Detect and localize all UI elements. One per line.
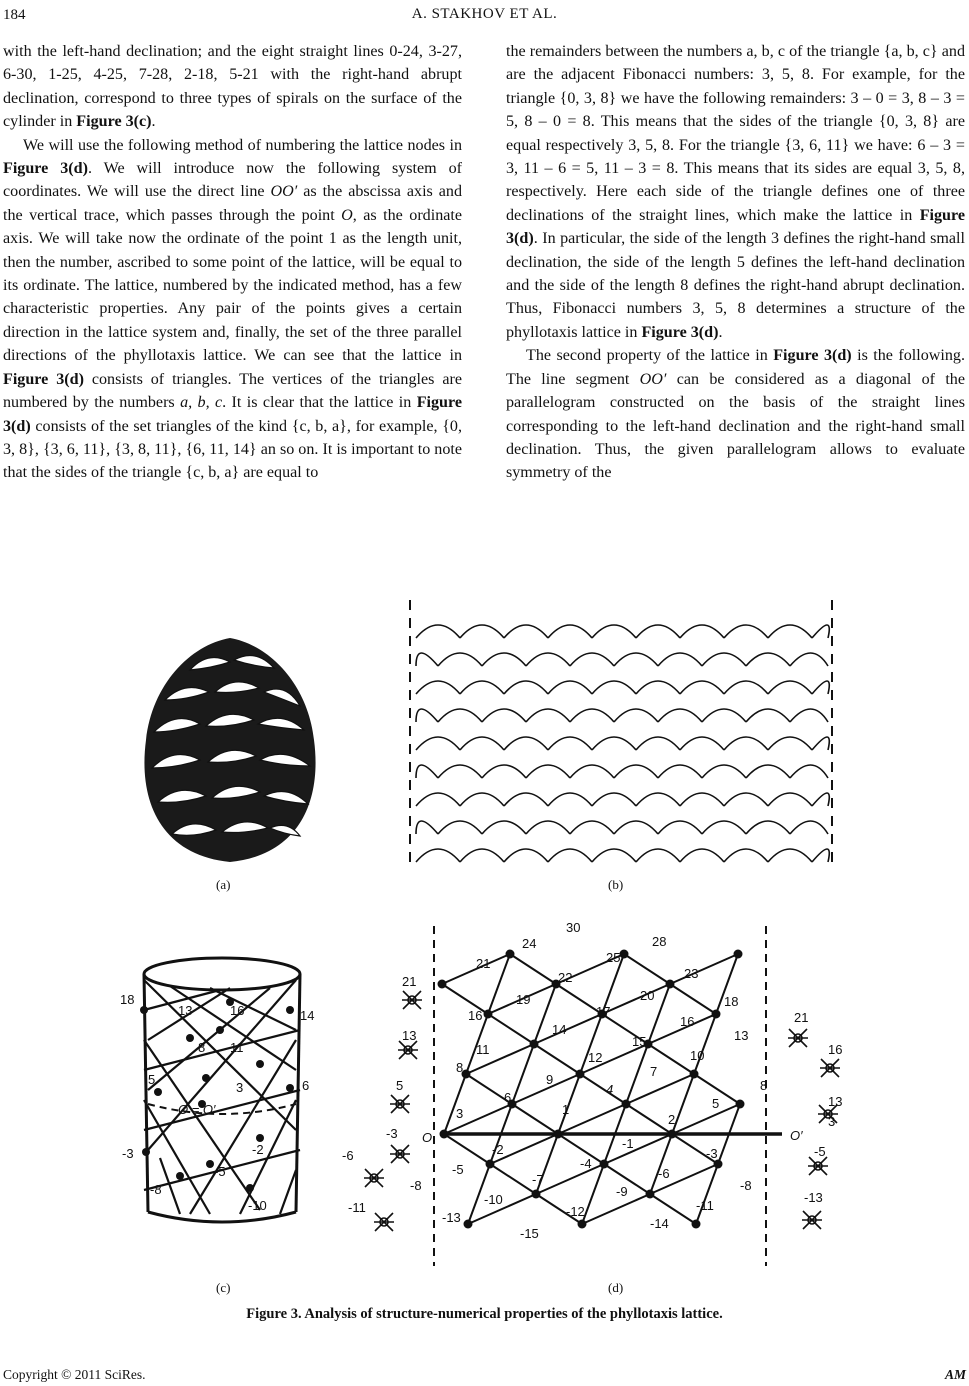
paragraph: with the left-hand declination; and the eight straight lines 0-24, 3-27, 6-30, 1-25, 4-25, 7-28, 2-18, 5-21 with the right-hand abrupt declination, correspond to three types of spirals on the surface of the cylinder in Figure 3(c). bbox=[3, 43, 462, 131]
svg-text:-13: -13 bbox=[804, 1190, 823, 1205]
svg-text:-10: -10 bbox=[484, 1192, 503, 1207]
figure-reference[interactable]: Figure 3(d) bbox=[3, 394, 462, 435]
svg-text:-1: -1 bbox=[622, 1136, 634, 1151]
svg-text:3: 3 bbox=[828, 1114, 836, 1129]
svg-text:-3: -3 bbox=[706, 1146, 718, 1161]
svg-text:16: 16 bbox=[230, 1003, 245, 1018]
figure-a-pine-cone bbox=[130, 630, 330, 870]
paragraph: We will use the following method of numbering the lattice nodes in Figure 3(d). We will introduce now the following system of coordinates. We will use the direct line OO′ as the abscissa axis and the vertical trace, which passes through the point O, as the ordinate axis. We will take now the ordinate of the point 1 as the length unit, then the number, ascribed to some point of the lattice, will be equal to its ordinate. The lattice, numbered by the indicated method, has a few characteristic properties. Any pair of the points gives a certain direction in the lattice system and, finally, the set of the three parallel directions of the phyllotaxis lattice. We can see that the lattice in Figure 3(d) consists of triangles. The vertices of the triangles are numbered by the numbers a, b, c. It is clear that the lattice in Figure 3(d) consists of the set triangles of the kind {c, b, a}, for example, {0, 3, 8}, {3, 6, 11}, {3, 8, 11}, {6, 11, 14} an so on. It is important to note that the sides of the triangle {c, b, a} are equal to bbox=[3, 136, 463, 482]
subfigure-label: (b) bbox=[608, 877, 624, 892]
left-column bbox=[3, 40, 462, 485]
cylinder-diagram bbox=[110, 920, 330, 1230]
figure-caption: Figure 3. Analysis of structure-numerical properties of the phyllotaxis lattice. bbox=[246, 1306, 723, 1322]
math-oo: OO′ bbox=[639, 370, 667, 388]
figure-reference[interactable]: Figure 3(d) bbox=[641, 323, 719, 341]
svg-text:-6: -6 bbox=[658, 1166, 670, 1181]
svg-text:30: 30 bbox=[566, 920, 581, 935]
svg-text:-11: -11 bbox=[696, 1198, 714, 1213]
svg-text:-15: -15 bbox=[520, 1226, 539, 1241]
figure-reference[interactable]: Figure 3(d) bbox=[3, 370, 84, 388]
svg-text:3: 3 bbox=[236, 1080, 244, 1095]
svg-text:9: 9 bbox=[546, 1072, 554, 1087]
svg-text:2: 2 bbox=[668, 1112, 676, 1127]
svg-text:21: 21 bbox=[794, 1010, 809, 1025]
svg-text:12: 12 bbox=[588, 1050, 603, 1065]
svg-text:15: 15 bbox=[632, 1034, 647, 1049]
svg-text:-9: -9 bbox=[616, 1184, 628, 1199]
svg-text:-8: -8 bbox=[150, 1182, 162, 1197]
svg-text:8: 8 bbox=[198, 1040, 206, 1055]
svg-text:O = O′: O = O′ bbox=[178, 1102, 216, 1117]
svg-text:16: 16 bbox=[828, 1042, 843, 1057]
svg-text:-5: -5 bbox=[214, 1164, 226, 1179]
svg-text:13: 13 bbox=[178, 1003, 193, 1018]
svg-text:10: 10 bbox=[690, 1048, 705, 1063]
svg-text:16: 16 bbox=[468, 1008, 483, 1023]
svg-text:5: 5 bbox=[712, 1096, 720, 1111]
svg-text:-7: -7 bbox=[532, 1172, 544, 1187]
subfigure-label: (c) bbox=[216, 1280, 231, 1295]
svg-text:14: 14 bbox=[552, 1022, 567, 1037]
svg-text:-3: -3 bbox=[122, 1146, 134, 1161]
svg-text:13: 13 bbox=[828, 1094, 843, 1109]
svg-text:-10: -10 bbox=[248, 1198, 267, 1213]
svg-text:23: 23 bbox=[684, 966, 699, 981]
svg-text:6: 6 bbox=[302, 1078, 310, 1093]
svg-text:19: 19 bbox=[516, 992, 531, 1007]
svg-text:-4: -4 bbox=[580, 1156, 592, 1171]
svg-text:21: 21 bbox=[476, 956, 491, 971]
svg-text:-14: -14 bbox=[650, 1216, 669, 1231]
svg-text:-8: -8 bbox=[410, 1178, 422, 1193]
subfigure-label: (d) bbox=[608, 1280, 624, 1295]
figure-b-scale-pattern bbox=[400, 596, 840, 866]
svg-text:25: 25 bbox=[606, 950, 621, 965]
svg-text:-6: -6 bbox=[342, 1148, 354, 1163]
figure-reference[interactable]: Figure 3(c) bbox=[76, 113, 152, 131]
running-head: A. STAKHOV ET AL. bbox=[411, 6, 558, 22]
figure-reference[interactable]: Figure 3(d) bbox=[3, 160, 88, 178]
scale-pattern-illustration bbox=[400, 596, 840, 866]
figure-c-cylinder bbox=[110, 920, 330, 1230]
svg-text:-5: -5 bbox=[452, 1162, 464, 1177]
svg-text:5: 5 bbox=[396, 1078, 404, 1093]
svg-text:-2: -2 bbox=[252, 1142, 264, 1157]
svg-text:22: 22 bbox=[558, 970, 573, 985]
svg-text:21: 21 bbox=[402, 974, 417, 989]
svg-text:O: O bbox=[422, 1130, 433, 1145]
svg-text:13: 13 bbox=[402, 1028, 417, 1043]
figure-reference[interactable]: Figure 3(d) bbox=[506, 206, 965, 248]
figure-reference[interactable]: Figure 3(d) bbox=[773, 347, 852, 365]
page-number: 184 bbox=[3, 7, 26, 23]
svg-text:-13: -13 bbox=[442, 1210, 461, 1225]
math-o: O bbox=[341, 206, 353, 224]
svg-text:8: 8 bbox=[760, 1078, 768, 1093]
svg-text:20: 20 bbox=[640, 988, 655, 1003]
svg-text:-2: -2 bbox=[492, 1142, 504, 1157]
svg-text:1: 1 bbox=[562, 1102, 570, 1117]
page-header bbox=[0, 0, 969, 30]
svg-text:14: 14 bbox=[300, 1008, 315, 1023]
svg-text:24: 24 bbox=[522, 936, 537, 951]
copyright: Copyright © 2011 SciRes. bbox=[3, 1367, 146, 1382]
svg-text:11: 11 bbox=[230, 1040, 244, 1055]
svg-text:8: 8 bbox=[456, 1060, 464, 1075]
svg-text:-12: -12 bbox=[566, 1204, 585, 1219]
svg-text:11: 11 bbox=[476, 1042, 490, 1057]
svg-text:7: 7 bbox=[650, 1064, 658, 1079]
svg-text:16: 16 bbox=[680, 1014, 695, 1029]
svg-text:-5: -5 bbox=[814, 1144, 826, 1159]
svg-text:28: 28 bbox=[652, 934, 667, 949]
svg-text:3: 3 bbox=[456, 1106, 464, 1121]
svg-text:13: 13 bbox=[734, 1028, 749, 1043]
svg-text:6: 6 bbox=[504, 1090, 512, 1105]
svg-text:18: 18 bbox=[724, 994, 739, 1009]
figure-d-lattice bbox=[334, 918, 854, 1270]
svg-text:-8: -8 bbox=[740, 1178, 752, 1193]
lattice-diagram bbox=[334, 918, 854, 1270]
paragraph: The second property of the lattice in Figure 3(d) is the following. The line segment OO′ can be considered as a diagonal of the parallelogram constructed on the basis of the straight lines corresponding to the left-hand declination and the right-hand small declination. Thus, the given parallelogram allows to evaluate symmetry of the bbox=[506, 347, 965, 482]
svg-text:4: 4 bbox=[606, 1082, 614, 1097]
math-oo: OO′ bbox=[270, 183, 298, 201]
subfigure-label: (a) bbox=[216, 877, 231, 892]
svg-text:-3: -3 bbox=[386, 1126, 398, 1141]
svg-text:O′: O′ bbox=[790, 1128, 803, 1143]
svg-text:17: 17 bbox=[596, 1004, 611, 1019]
journal-abbrev: AM bbox=[944, 1367, 966, 1382]
page-footer bbox=[3, 1367, 966, 1383]
svg-text:18: 18 bbox=[120, 992, 135, 1007]
right-column bbox=[506, 40, 965, 485]
paragraph: the remainders between the numbers a, b, c of the triangle {a, b, c} and are the adjacent Fibonacci numbers: 3, 5, 8. For example, for the triangle {0, 3, 8} we have the following remainders: 3 – 0 = 3, 8 – 3 = 5, 8 – 0 = 8. This means that the sides of the triangle {0, 3, 8} are equal respectively 3, 5, 8. For the triangle {3, 6, 11} we have: 6 – 3 = 3, 11 – 6 = 5, 11 – 3 = 8. This means that its sides are equal 3, 5, 8, respectively. Here each side of the triangle defines one of three declinations of the straight lines, which make the lattice in Figure 3(d). In particular, the side of the length 3 defines the right-hand small declination, the side of the length 5 defines the left-hand declination and the side of the length 8 defines the right-hand abrupt declination. Thus, Fibonacci numbers 3, 5, 8 determines a structure of the phyllotaxis lattice in Figure 3(d). bbox=[506, 43, 965, 341]
svg-text:-11: -11 bbox=[348, 1200, 366, 1215]
svg-text:5: 5 bbox=[148, 1072, 156, 1087]
pine-cone-illustration bbox=[130, 630, 330, 870]
